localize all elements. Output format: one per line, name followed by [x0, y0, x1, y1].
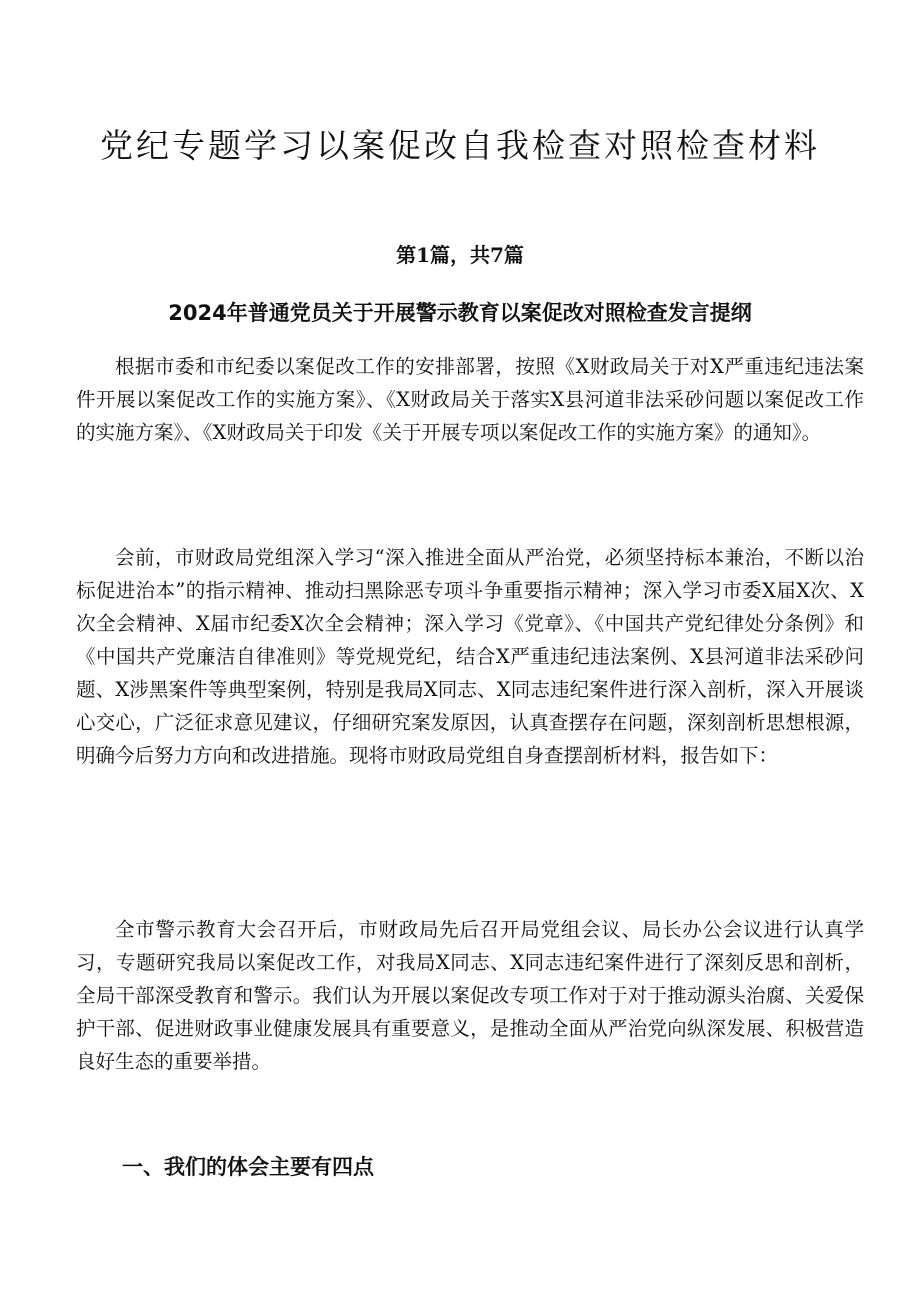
section-heading: 一、我们的体会主要有四点	[122, 1155, 374, 1179]
document-title: 党纪专题学习以案促改自我检查对照检查材料	[100, 126, 820, 165]
paragraph: 会前，市财政局党组深入学习“深入推进全面从严治党，必须坚持标本兼治，不断以治标促进治本”的指示精神、推动扫黑除恶专项斗争重要指示精神；深入学习市委X届X次、X次全会精神、X届市纪委X次全会精神；深入学习《党章》、《中国共产党纪律处分条例》和《中国共产党廉洁自律准则》等党规党纪，结合X严重违纪违法案例、X县河道非法采砂问题、X涉黑案件等典型案例，特别是我局X同志、X同志违纪案件进行深入剖析，深入开展谈心交心，广泛征求意见建议，仔细研究案发原因，认真查摆存在问题，深刻剖析思想根源，明确今后努力方向和改进措施。现将市财政局党组自身查摆剖析材料，报告如下：	[76, 546, 864, 767]
part-label: 第1篇，共7篇	[396, 243, 524, 267]
document-subtitle: 2024年普通党员关于开展警示教育以案促改对照检查发言提纲	[168, 301, 752, 325]
paragraph: 根据市委和市纪委以案促改工作的安排部署，按照《X财政局关于对X严重违纪违法案件开展以案促改工作的实施方案》、《X财政局关于落实X县河道非法采砂问题以案促改工作的实施方案》、《X财政局关于印发《关于开展专项以案促改工作的实施方案》的通知》。	[76, 355, 864, 444]
paragraph: 全市警示教育大会召开后，市财政局先后召开局党组会议、局长办公会议进行认真学习，专题研究我局以案促改工作，对我局X同志、X同志违纪案件进行了深刻反思和剖析，全局干部深受教育和警示。我们认为开展以案促改专项工作对于对于推动源头治腐、关爱保护干部、促进财政事业健康发展具有重要意义，是推动全面从严治党向纵深发展、积极营造良好生态的重要举措。	[76, 918, 864, 1073]
